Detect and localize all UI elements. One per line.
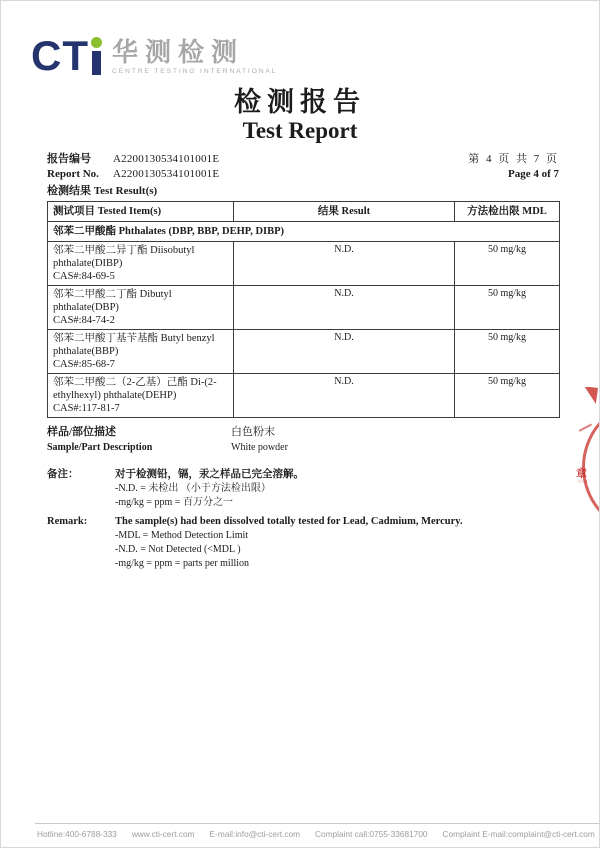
item-cas: CAS#:85-68-7 bbox=[53, 359, 115, 370]
remark-line4: -mg/kg = ppm = parts per million bbox=[115, 558, 250, 569]
footer-email: E-mail:info@cti-cert.com bbox=[209, 829, 300, 839]
title-english: Test Report bbox=[242, 118, 358, 143]
sample-value-en: White powder bbox=[231, 442, 288, 453]
results-heading: 检测结果 Test Result(s) bbox=[47, 185, 158, 197]
item-name: 邻苯二甲酸丁基苄基酯 Butyl benzyl phthalate(BBP) bbox=[53, 333, 215, 357]
stamp-character: 章 bbox=[576, 468, 587, 480]
table-group-row bbox=[48, 222, 560, 242]
report-info bbox=[47, 152, 559, 182]
notes-english bbox=[47, 515, 559, 571]
notes-cn-line2: -N.D. = 未检出 （小于方法检出限） bbox=[115, 483, 271, 494]
notes-cn-body bbox=[115, 468, 304, 510]
mdl-cell: 50 mg/kg bbox=[454, 374, 559, 418]
footer-complaint-email: Complaint E-mail:complaint@cti-cert.com bbox=[442, 829, 595, 839]
results-table bbox=[47, 201, 560, 418]
table-row bbox=[48, 286, 560, 330]
logo-name-cn: 华测检测 bbox=[112, 37, 245, 67]
result-cell: N.D. bbox=[234, 374, 455, 418]
report-number-row-en bbox=[47, 167, 219, 182]
item-cas: CAS#:117-81-7 bbox=[53, 403, 120, 414]
mdl-cell: 50 mg/kg bbox=[454, 286, 559, 330]
remark-line1: The sample(s) had been dissolved totally tested for Lead, Cadmium, Mercury. bbox=[115, 516, 463, 527]
group-row-label: 邻苯二甲酸酯 Phthalates (DBP, BBP, DEHP, DIBP) bbox=[48, 222, 560, 242]
stamp-tiny-text: VOB bbox=[578, 479, 588, 484]
footer-hotline: Hotline:400-6788-333 bbox=[37, 829, 117, 839]
mdl-cell: 50 mg/kg bbox=[454, 330, 559, 374]
logo-name-en: CENTRE TESTING INTERNATIONAL bbox=[112, 68, 278, 75]
table-row bbox=[48, 374, 560, 418]
sample-description bbox=[47, 425, 559, 455]
item-name: 邻苯二甲酸二丁酯 Dibutyl phthalate(DBP) bbox=[53, 289, 172, 313]
table-row bbox=[48, 330, 560, 374]
remark-line3: -N.D. = Not Detected (<MDL ) bbox=[115, 544, 241, 555]
item-cas: CAS#:84-69-5 bbox=[53, 271, 115, 282]
page-indicator-en: Page 4 of 7 bbox=[507, 168, 559, 180]
title-chinese: 检测报告 bbox=[234, 87, 366, 117]
red-stamp-fragment bbox=[575, 387, 599, 532]
footer-complaint-call: Complaint call:0755-33681700 bbox=[315, 829, 428, 839]
column-header-result: 结果 Result bbox=[234, 202, 455, 222]
stamp-arc-tick bbox=[576, 418, 592, 432]
table-header-row bbox=[48, 202, 560, 222]
footer-contact-row bbox=[37, 829, 599, 839]
sample-description-labels bbox=[47, 425, 231, 455]
footer-website: www.cti-cert.com bbox=[131, 829, 195, 839]
item-name: 邻苯二甲酸二异丁酯 Diisobutyl phthalate(DIBP) bbox=[53, 245, 195, 269]
item-cell bbox=[48, 286, 234, 330]
item-cell bbox=[48, 330, 234, 374]
column-header-item: 测试项目 Tested Item(s) bbox=[48, 202, 234, 222]
sample-label-cn: 样品/部位描述 bbox=[47, 426, 117, 438]
stamp-circle-arc bbox=[582, 399, 599, 532]
logo-names bbox=[112, 38, 277, 75]
notes-cn-line3: -mg/kg = ppm = 百万分之一 bbox=[115, 497, 233, 508]
sample-value-cn: 白色粉末 bbox=[231, 426, 275, 438]
result-cell: N.D. bbox=[234, 242, 455, 286]
content-area bbox=[47, 152, 559, 571]
result-cell: N.D. bbox=[234, 286, 455, 330]
report-number-label-en: Report No. bbox=[47, 168, 99, 180]
report-number-value: A2200130534101001E bbox=[113, 153, 220, 165]
report-number-block bbox=[47, 152, 219, 182]
item-name: 邻苯二甲酸二（2-乙基）己酯 Di-(2-ethylhexyl) phthalate(DEHP) bbox=[53, 377, 217, 401]
notes-cn-label: 备注： bbox=[47, 469, 79, 480]
item-cell bbox=[48, 242, 234, 286]
sample-description-values bbox=[231, 425, 288, 455]
cti-logo-mark bbox=[31, 32, 102, 79]
notes-cn-line1: 对于检测铅，镉，汞之样品已完全溶解。 bbox=[115, 469, 304, 480]
remark-body bbox=[115, 515, 463, 571]
page-indicator-cn: 第 4 页 共 7 页 bbox=[468, 153, 559, 165]
result-cell: N.D. bbox=[234, 330, 455, 374]
page-indicator bbox=[468, 152, 559, 182]
cti-logo-i-glyph bbox=[91, 37, 102, 75]
item-cas: CAS#:84-74-2 bbox=[53, 315, 115, 326]
item-cell bbox=[48, 374, 234, 418]
sample-label-en: Sample/Part Description bbox=[47, 442, 153, 453]
green-dot-icon bbox=[91, 37, 102, 48]
i-stem-shape bbox=[92, 51, 101, 75]
remark-label: Remark: bbox=[47, 516, 88, 527]
report-number-row-cn bbox=[47, 152, 219, 167]
column-header-mdl: 方法检出限 MDL bbox=[454, 202, 559, 222]
mdl-cell: 50 mg/kg bbox=[454, 242, 559, 286]
report-number-value-en: A2200130534101001E bbox=[113, 168, 220, 180]
notes-chinese bbox=[47, 468, 559, 510]
table-row bbox=[48, 242, 560, 286]
remark-line2: -MDL = Method Detection Limit bbox=[115, 530, 249, 541]
footer bbox=[1, 823, 599, 839]
document-title bbox=[1, 87, 599, 144]
stamp-triangle-shape bbox=[582, 387, 598, 404]
cti-logo-letters: CT bbox=[31, 32, 89, 79]
cti-logo bbox=[31, 25, 599, 79]
footer-divider bbox=[35, 823, 599, 824]
report-number-label-cn: 报告编号 bbox=[47, 153, 91, 165]
